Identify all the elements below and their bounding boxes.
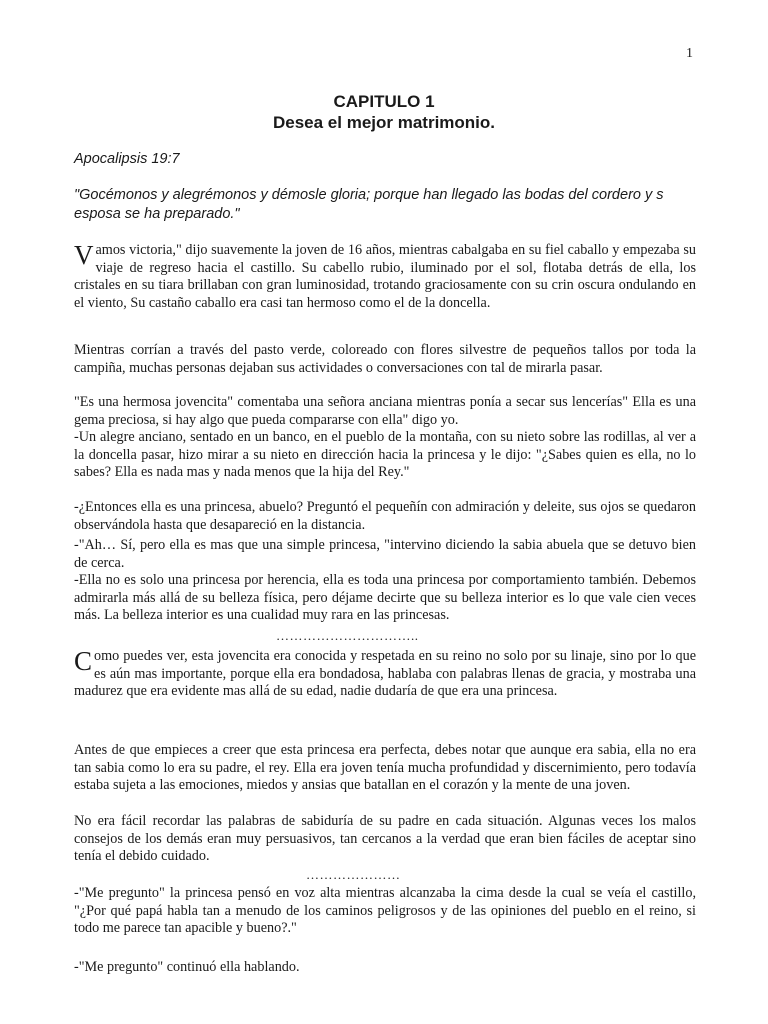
paragraph: -"Ah… Sí, pero ella es mas que una simple princesa, "intervino diciendo la sabia abuela que se detuvo bien de cerca. [74, 537, 696, 571]
paragraph-opening: Como puedes ver, esta jovencita era conocida y respetada en su reino no solo por su linaje, sino por lo que es aún mas importante, porque ella era bondadosa, hablaba con palabras llenas de gracia, y mostraba una madurez que era evidente mas allá de su edad, nadie dudaría de que era una princesa. [74, 646, 696, 700]
paragraph-opening: Vamos victoria," dijo suavemente la joven de 16 años, mientras cabalgaba en su fiel caballo y empezaba su viaje de regreso hacia el castillo. Su cabello rubio, iluminado por el sol, flotaba detrás de ella, los cristales en su tiara brillaban con gran luminosidad, trotando graciosamente con su crin oscura ondulando en el viento, Su castaño caballo era casi tan hermoso como el de la doncella. [74, 240, 696, 311]
paragraph: -Ella no es solo una princesa por herencia, ella es toda una princesa por comportamiento también. Debemos admirarla más allá de su belleza física, pero déjame decirte que su belleza interior es lo que vale cien veces más. La belleza interior es una cualidad muy rara en las princesas. [74, 572, 696, 624]
page-number: 1 [686, 46, 693, 61]
paragraph: -Un alegre anciano, sentado en un banco, en el pueblo de la montaña, con su nieto sobre las rodillas, al ver a la doncella pasar, hizo mirar a su nieto en dirección hacia la princesa y le dijo: "¿Sabes quien es ella, no lo sabes? Ella es nada mas y nada menos que la hija del Rey." [74, 429, 696, 481]
paragraph: -¿Entonces ella es una princesa, abuelo? Preguntó el pequeñín con admiración y deleite, sus ojos se quedaron observándola hasta que desapareció en la distancia. [74, 499, 696, 533]
paragraph: No era fácil recordar las palabras de sabiduría de su padre en cada situación. Algunas veces los malos consejos de los demás eran muy persuasivos, tan cercanos a la verdad que eran bien fáciles de aceptar sino tenía el debido cuidado. [74, 813, 696, 865]
paragraph: Mientras corrían a través del pasto verde, coloreado con flores silvestre de pequeños tallos por toda la campiña, muchas personas dejaban sus actividades o conversaciones con tal de mirarla pasar. [74, 342, 696, 376]
paragraph: -"Me pregunto" la princesa pensó en voz alta mientras alcanzaba la cima desde la cual se veía el castillo, "¿Por qué papá habla tan a menudo de los caminos peligrosos y de las opiniones del pueblo en el reino, si todo me parece tan apacible y bueno?." [74, 885, 696, 937]
chapter-title: Desea el mejor matrimonio. [272, 113, 496, 132]
section-separator: ………………………….. [276, 628, 419, 643]
bible-quote: "Gocémonos y alegrémonos y démosle gloria; porque han llegado las bodas del cordero y s esposa se ha preparado." [74, 187, 664, 222]
bible-reference: Apocalipsis 19:7 [74, 151, 180, 167]
paragraph: -"Me pregunto" continuó ella hablando. [74, 959, 300, 975]
section-separator: ………………… [306, 867, 401, 882]
paragraph: "Es una hermosa jovencita" comentaba una señora anciana mientras ponía a secar sus lencerías" Ella es una gema preciosa, si hay algo que pueda compararse con ella" digo yo. [74, 394, 696, 428]
chapter-heading: CAPITULO 1 [333, 92, 435, 111]
paragraph: Antes de que empieces a creer que esta princesa era perfecta, debes notar que aunque era sabia, ella no era tan sabia como lo era su padre, el rey. Ella era joven tenía mucha profundidad y discernimiento, pero todavía estaba sujeta a las emociones, miedos y ansias que batallan en el corazón y la mente de una joven. [74, 742, 696, 794]
